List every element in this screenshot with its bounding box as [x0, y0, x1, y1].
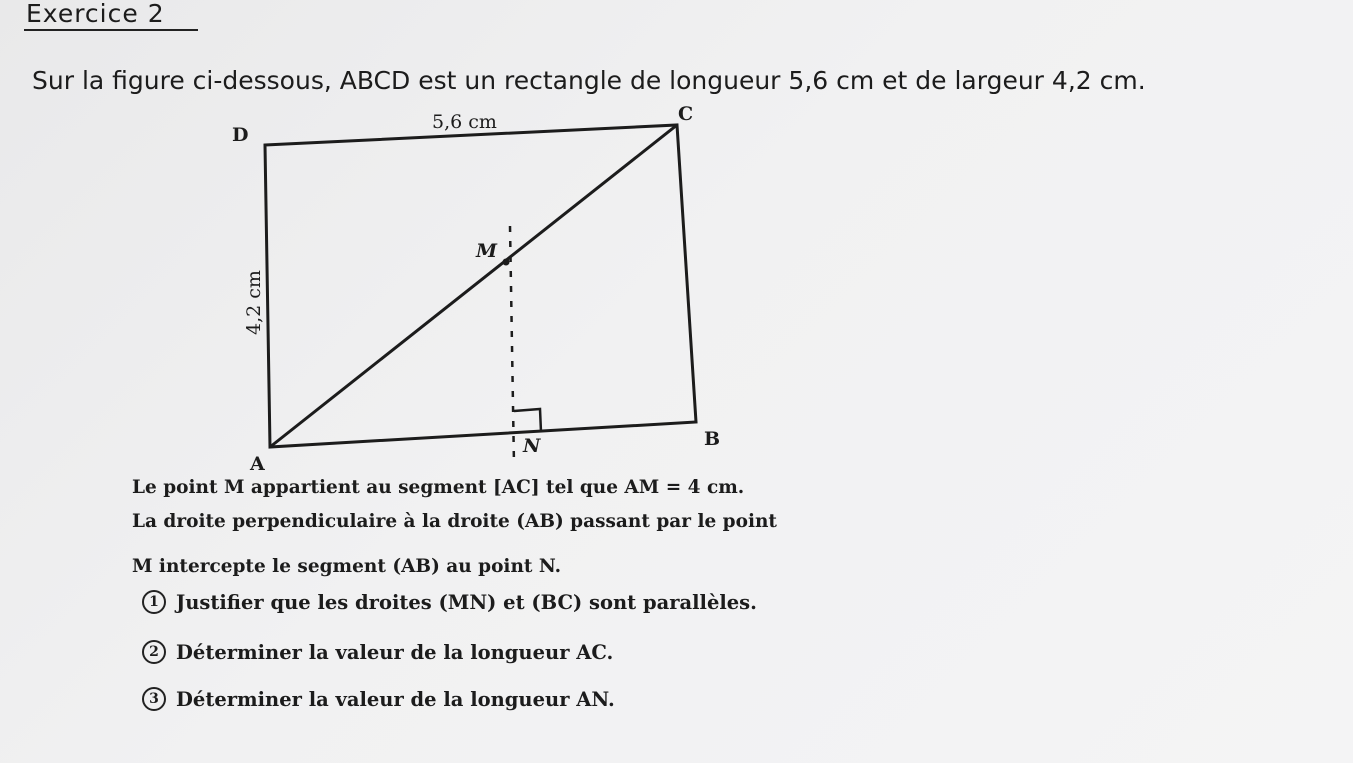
label-n: N [523, 435, 541, 457]
question-text: Déterminer la valeur de la longueur AC. [176, 640, 614, 664]
exercise-title: Exercice 2 [26, 0, 165, 28]
label-a: A [250, 453, 265, 475]
right-angle-mark [514, 409, 541, 432]
statement-line-1: Le point M appartient au segment [AC] tel que AM = 4 cm. [132, 477, 745, 498]
question-1 [142, 590, 757, 614]
question-3 [142, 687, 615, 711]
question-2 [142, 640, 613, 664]
label-d: D [232, 124, 249, 146]
statement-line-3: M intercepte le segment (AB) au point N. [132, 556, 562, 577]
point-m [503, 259, 510, 266]
label-b: B [704, 428, 721, 450]
label-width: 4,2 cm [243, 270, 265, 335]
label-c: C [678, 103, 694, 125]
segment-mn [510, 226, 514, 465]
question-text: Justifier que les droites (MN) et (BC) sont parallèles. [176, 590, 757, 614]
question-number-badge: 3 [142, 687, 166, 711]
label-m: M [476, 240, 498, 262]
statement-line-2: La droite perpendiculaire à la droite (AB) passant par le point [132, 511, 777, 532]
label-length: 5,6 cm [432, 111, 497, 133]
diagonal-ac [270, 125, 677, 447]
intro-text: Sur la figure ci-dessous, ABCD est un rectangle de longueur 5,6 cm et de largeur 4,2 cm. [32, 66, 1146, 95]
question-number-badge: 2 [142, 640, 166, 664]
question-text: Déterminer la valeur de la longueur AN. [176, 687, 615, 711]
question-number-badge: 1 [142, 590, 166, 614]
